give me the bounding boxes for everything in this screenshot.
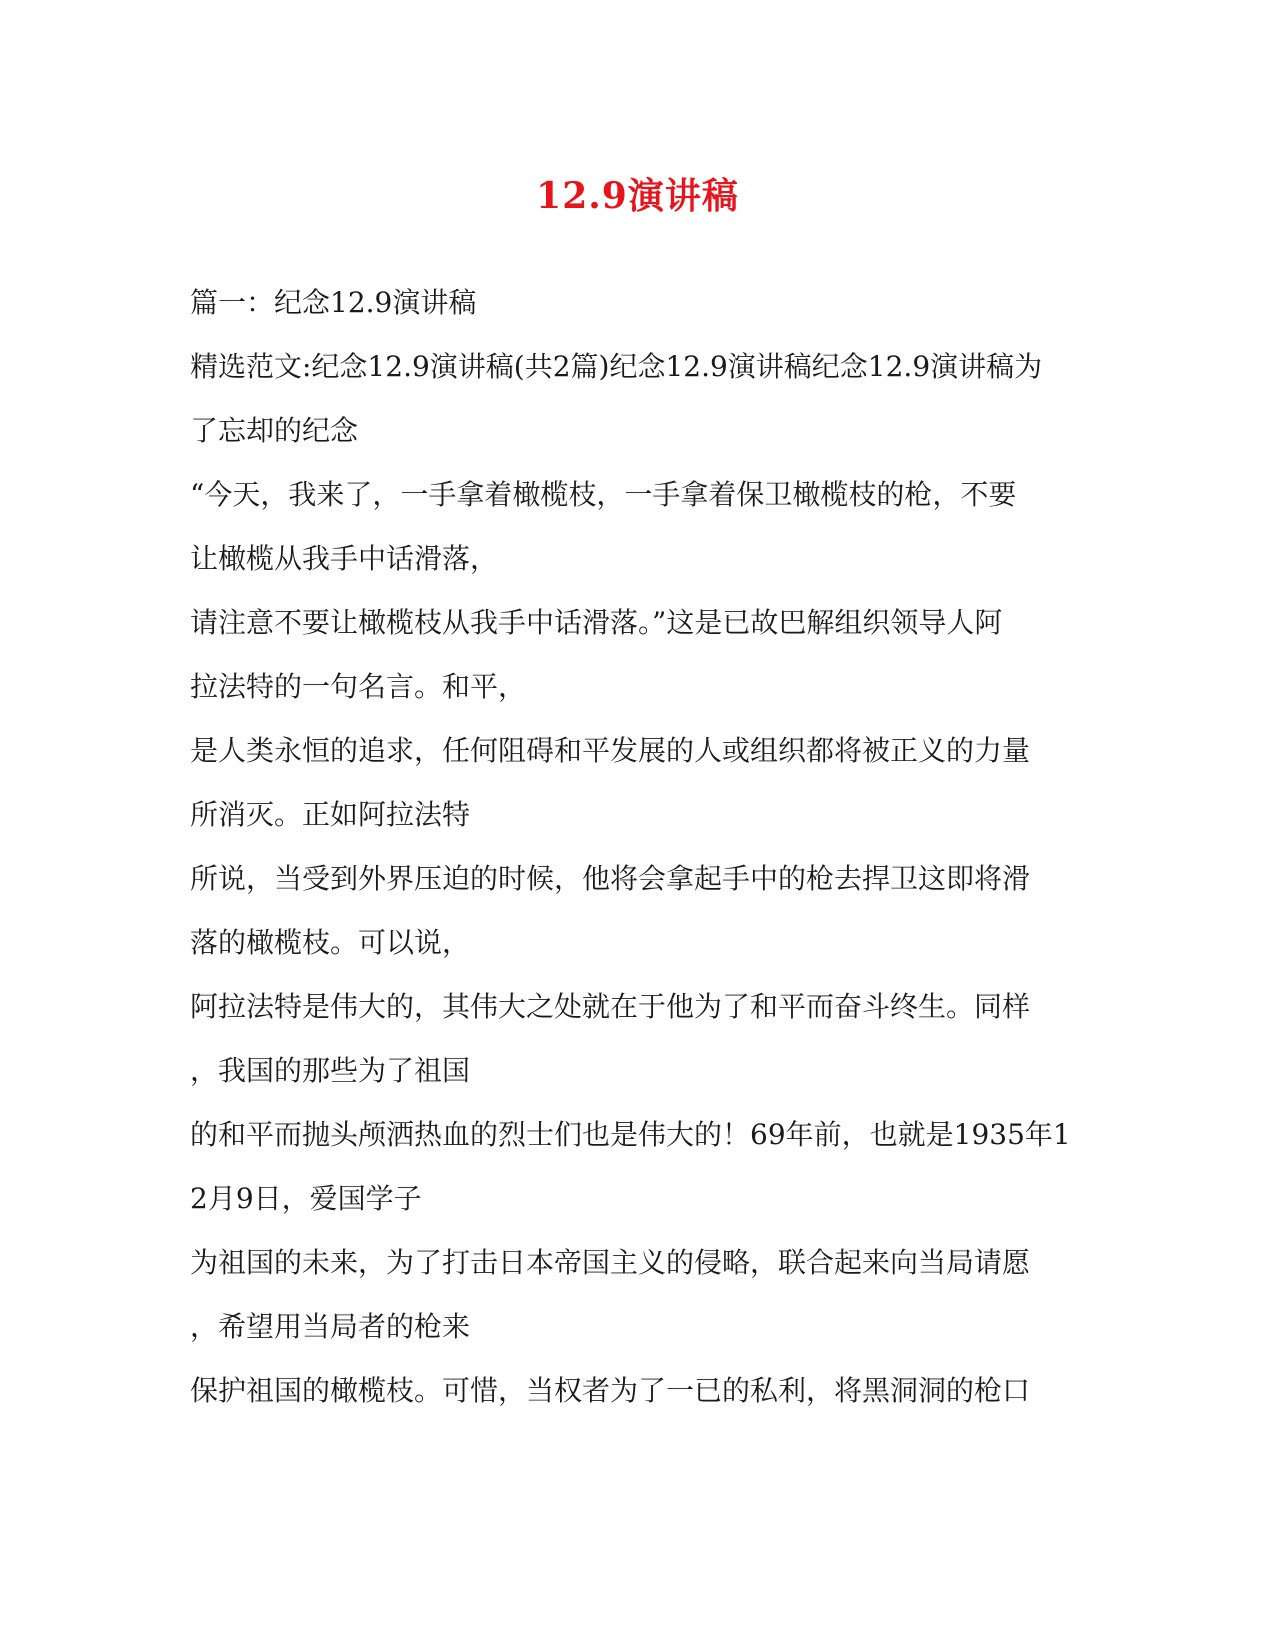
body-line: ，希望用当局者的枪来 — [190, 1310, 471, 1343]
body-line: ，我国的那些为了祖国 — [190, 1054, 471, 1087]
body-line: 是人类永恒的追求，任何阻碍和平发展的人或组织都将被正义的力量 — [190, 734, 1031, 767]
body-line: 请注意不要让橄榄枝从我手中话滑落。”这是已故巴解组织领导人阿 — [190, 606, 1003, 639]
body-line: 保护祖国的橄榄枝。可惜，当权者为了一已的私利，将黑洞洞的枪口 — [190, 1374, 1031, 1407]
body-line: 让橄榄从我手中话滑落， — [190, 542, 499, 575]
body-line: 篇一：纪念12.9演讲稿 — [190, 286, 477, 319]
document-body — [190, 286, 1090, 1438]
body-line: 落的橄榄枝。可以说， — [190, 926, 471, 959]
body-line: 拉法特的一句名言。和平， — [190, 670, 527, 703]
body-line: 所说，当受到外界压迫的时候，他将会拿起手中的枪去捍卫这即将滑 — [190, 862, 1031, 895]
body-line: 的和平而抛头颅洒热血的烈士们也是伟大的！69年前，也就是1935年1 — [190, 1118, 1071, 1151]
body-line: 为祖国的未来，为了打击日本帝国主义的侵略，联合起来向当局请愿 — [190, 1246, 1031, 1279]
body-line: 精选范文:纪念12.9演讲稿(共2篇)纪念12.9演讲稿纪念12.9演讲稿为 — [190, 350, 1043, 383]
body-line: 所消灭。正如阿拉法特 — [190, 798, 471, 831]
body-line: 了忘却的纪念 — [190, 414, 359, 447]
body-line: 2月9日，爱国学子 — [190, 1182, 422, 1215]
document-title: 12.9演讲稿 — [536, 175, 739, 217]
body-line: 阿拉法特是伟大的，其伟大之处就在于他为了和平而奋斗终生。同样 — [190, 990, 1031, 1023]
body-line: “今天，我来了，一手拿着橄榄枝，一手拿着保卫橄榄枝的枪，不要 — [190, 478, 1017, 511]
